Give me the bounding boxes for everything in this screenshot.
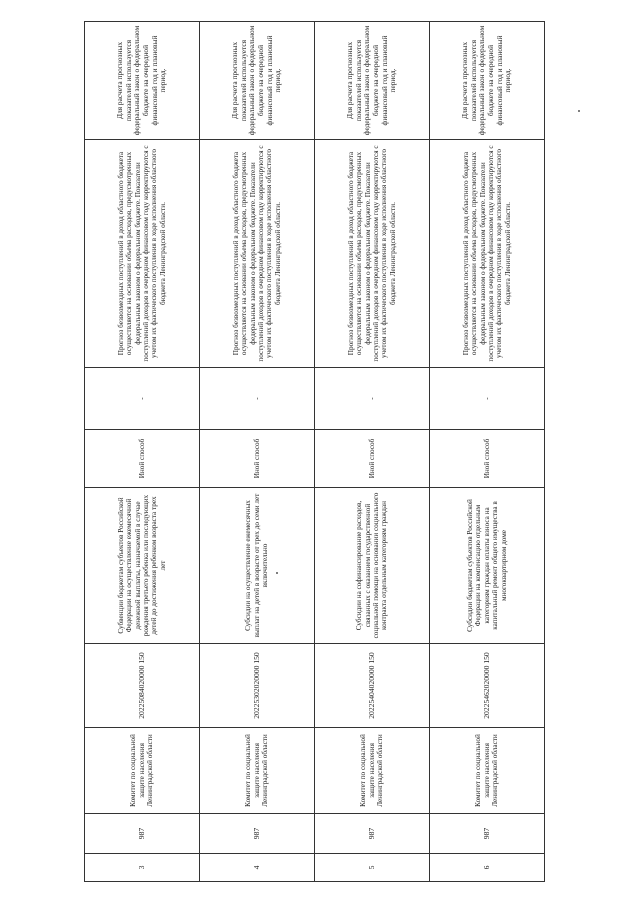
forecast-formula: - [430,368,545,430]
method-description: Прогноз безвозмездных поступлений в доход областного бюджета осуществляется на основании объема расходов, предусмотренных федеральным законом о федеральном бюджете. Показатели поступлений доходов в очередном финансовом году корректируются с учетом их фактического поступления в ходе исполнения областного бюджета Ленинградской области. [430,140,545,368]
organization-name: Комитет по социальной защите населения Ленинградской области [315,728,430,814]
table-row [85,22,200,882]
admin-code: 987 [85,814,200,854]
organization-name: Комитет по социальной защите населения Ленинградской области [200,728,315,814]
method-description: Прогноз безвозмездных поступлений в доход областного бюджета осуществляется на основании объема расходов, предусмотренных федеральным законом о федеральном бюджете. Показатели поступлений доходов в очередном финансовом году корректируются с учетом их фактического поступления в ходе исполнения областного бюджета Ленинградской области. [200,140,315,368]
budget-classification-code: 20225302020000 150 [200,644,315,728]
method-description: Прогноз безвозмездных поступлений в доход областного бюджета осуществляется на основании объема расходов, предусмотренных федеральным законом о федеральном бюджете. Показатели поступлений доходов в очередном финансовом году корректируются с учетом их фактического поступления в ходе исполнения областного бюджета Ленинградской области. [85,140,200,368]
budget-classification-code: 20225462020000 150 [430,644,545,728]
row-number: 3 [85,854,200,882]
revenue-name: Субсидии бюджетам субъектов Российской Федерации на компенсацию отдельным категориям граждан оплаты взноса на капитальный ремонт общего имущества в многоквартирном доме [430,488,545,644]
scan-speck [578,110,580,112]
revenue-forecast-table [84,21,545,882]
forecast-formula: - [85,368,200,430]
period-note: Для расчета прогнозных показателей используется федеральный закон о федеральном бюджете на очередной финансовый год и плановый период. [85,22,200,140]
row-number: 5 [315,854,430,882]
forecast-formula: - [315,368,430,430]
forecast-method: Иной способ [430,430,545,488]
period-note: Для расчета прогнозных показателей используется федеральный закон о федеральном бюджете на очередной финансовый год и плановый период. [200,22,315,140]
table-row [430,22,545,882]
row-number: 4 [200,854,315,882]
revenue-name: Субсидии на софинансирование расходов, связанных с оказанием государственной социальной помощи на основании социального контракта отдельным категориям граждан [315,488,430,644]
organization-name: Комитет по социальной защите населения Ленинградской области [430,728,545,814]
period-note: Для расчета прогнозных показателей используется федеральный закон о федеральном бюджете на очередной финансовый год и плановый период. [430,22,545,140]
period-note: Для расчета прогнозных показателей используется федеральный закон о федеральном бюджете на очередной финансовый год и плановый период. [315,22,430,140]
scan-speck [276,572,278,574]
budget-classification-code: 20225084020000 150 [85,644,200,728]
rotated-table-wrapper [84,22,544,882]
revenue-name: Субсидии на осуществление ежемесячных выплат на детей в возрасте от трех до семи лет включительно [200,488,315,644]
table-row [200,22,315,882]
admin-code: 987 [430,814,545,854]
forecast-formula: - [200,368,315,430]
budget-classification-code: 20225404020000 150 [315,644,430,728]
forecast-method: Иной способ [85,430,200,488]
forecast-method: Иной способ [200,430,315,488]
admin-code: 987 [315,814,430,854]
method-description: Прогноз безвозмездных поступлений в доход областного бюджета осуществляется на основании объема расходов, предусмотренных федеральным законом о федеральном бюджете. Показатели поступлений доходов в очередном финансовом году корректируются с учетом их фактического поступления в ходе исполнения областного бюджета Ленинградской области. [315,140,430,368]
table-row [315,22,430,882]
organization-name: Комитет по социальной защите населения Ленинградской области [85,728,200,814]
revenue-name: Субвенции бюджетам субъектов Российской Федерации на осуществление ежемесячной денежной выплаты, назначаемой в случае рождения третьего ребенка или последующих детей до достижения ребенком возраста трех лет [85,488,200,644]
forecast-method: Иной способ [315,430,430,488]
admin-code: 987 [200,814,315,854]
row-number: 6 [430,854,545,882]
